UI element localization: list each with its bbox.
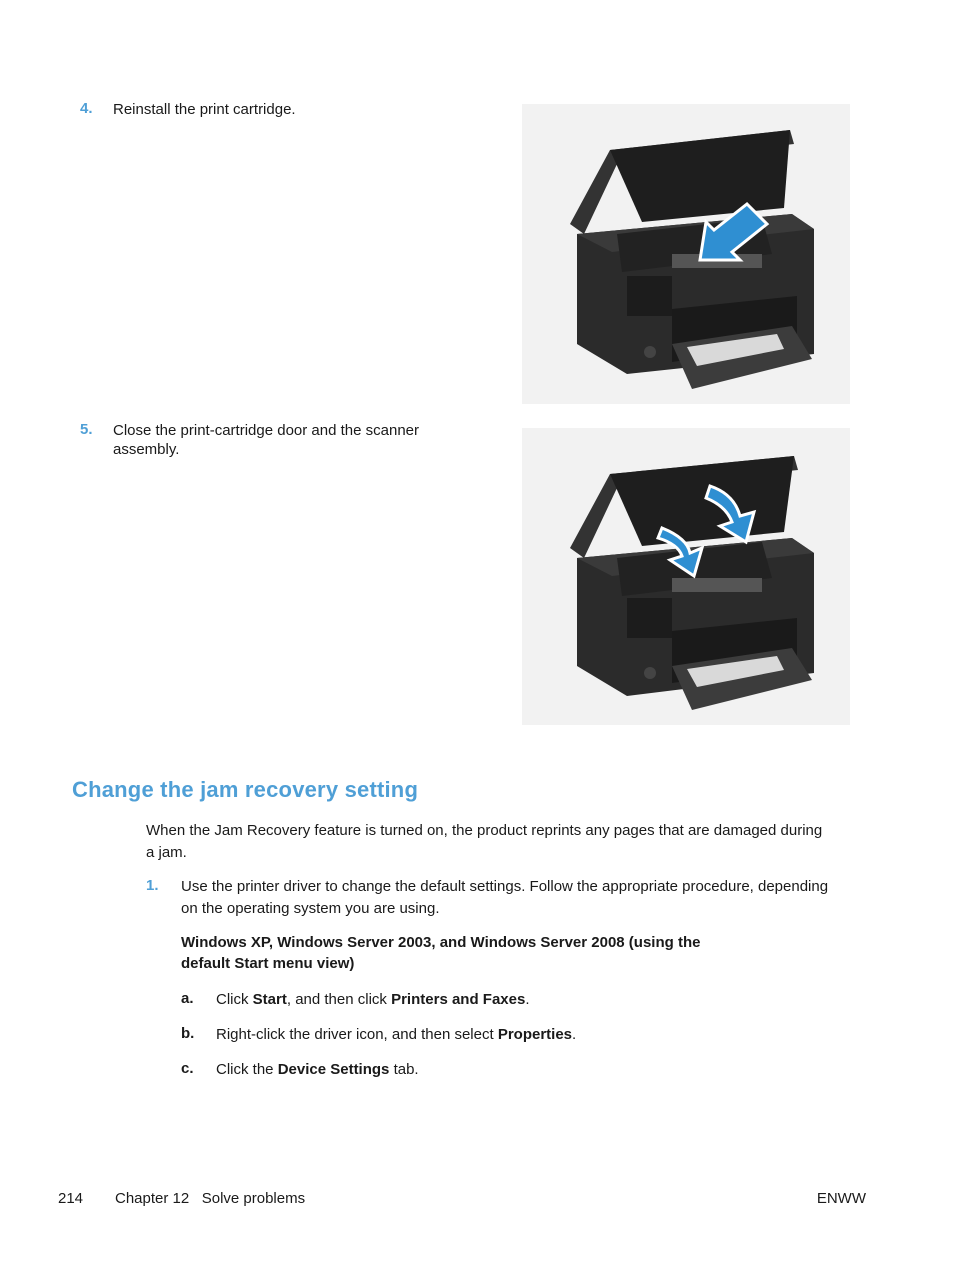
os-subheading-line-2: default Start menu view)	[181, 955, 355, 972]
printer-reinstall-cartridge-illustration	[522, 104, 850, 404]
step-1-line-2: on the operating system you are using.	[181, 900, 440, 917]
step-4-number: 4.	[80, 100, 93, 117]
step-5-text-line1: Close the print-cartridge door and the scanner	[113, 422, 420, 439]
substep-a-letter: a.	[181, 990, 194, 1007]
footer-enww: ENWW	[816, 1190, 866, 1207]
step-4-text: Reinstall the print cartridge.	[113, 101, 296, 118]
step-5-number: 5.	[80, 421, 93, 438]
section-title: Change the jam recovery setting	[72, 777, 419, 802]
footer-chapter: Chapter 12 Solve problems	[115, 1190, 306, 1207]
step-1-line-1: Use the printer driver to change the default settings. Follow the appropriate procedure, depending	[181, 878, 829, 895]
substep-b-text: Right-click the driver icon, and then select Properties.	[216, 1026, 577, 1043]
footer-page-number: 214	[58, 1190, 84, 1207]
step-1-number: 1.	[146, 877, 159, 894]
intro-line-1: When the Jam Recovery feature is turned on, the product reprints any pages that are damaged during	[146, 822, 823, 839]
os-subheading-line-1: Windows XP, Windows Server 2003, and Windows Server 2008 (using the	[181, 934, 701, 951]
substep-c-text: Click the Device Settings tab.	[216, 1061, 419, 1078]
step-5-text-line2: assembly.	[113, 441, 180, 458]
printer-close-door-illustration	[522, 428, 850, 725]
substep-b-letter: b.	[181, 1025, 195, 1042]
substep-c-letter: c.	[181, 1060, 194, 1077]
intro-line-2: a jam.	[146, 844, 187, 861]
substep-a-text: Click Start, and then click Printers and Faxes.	[216, 991, 530, 1008]
